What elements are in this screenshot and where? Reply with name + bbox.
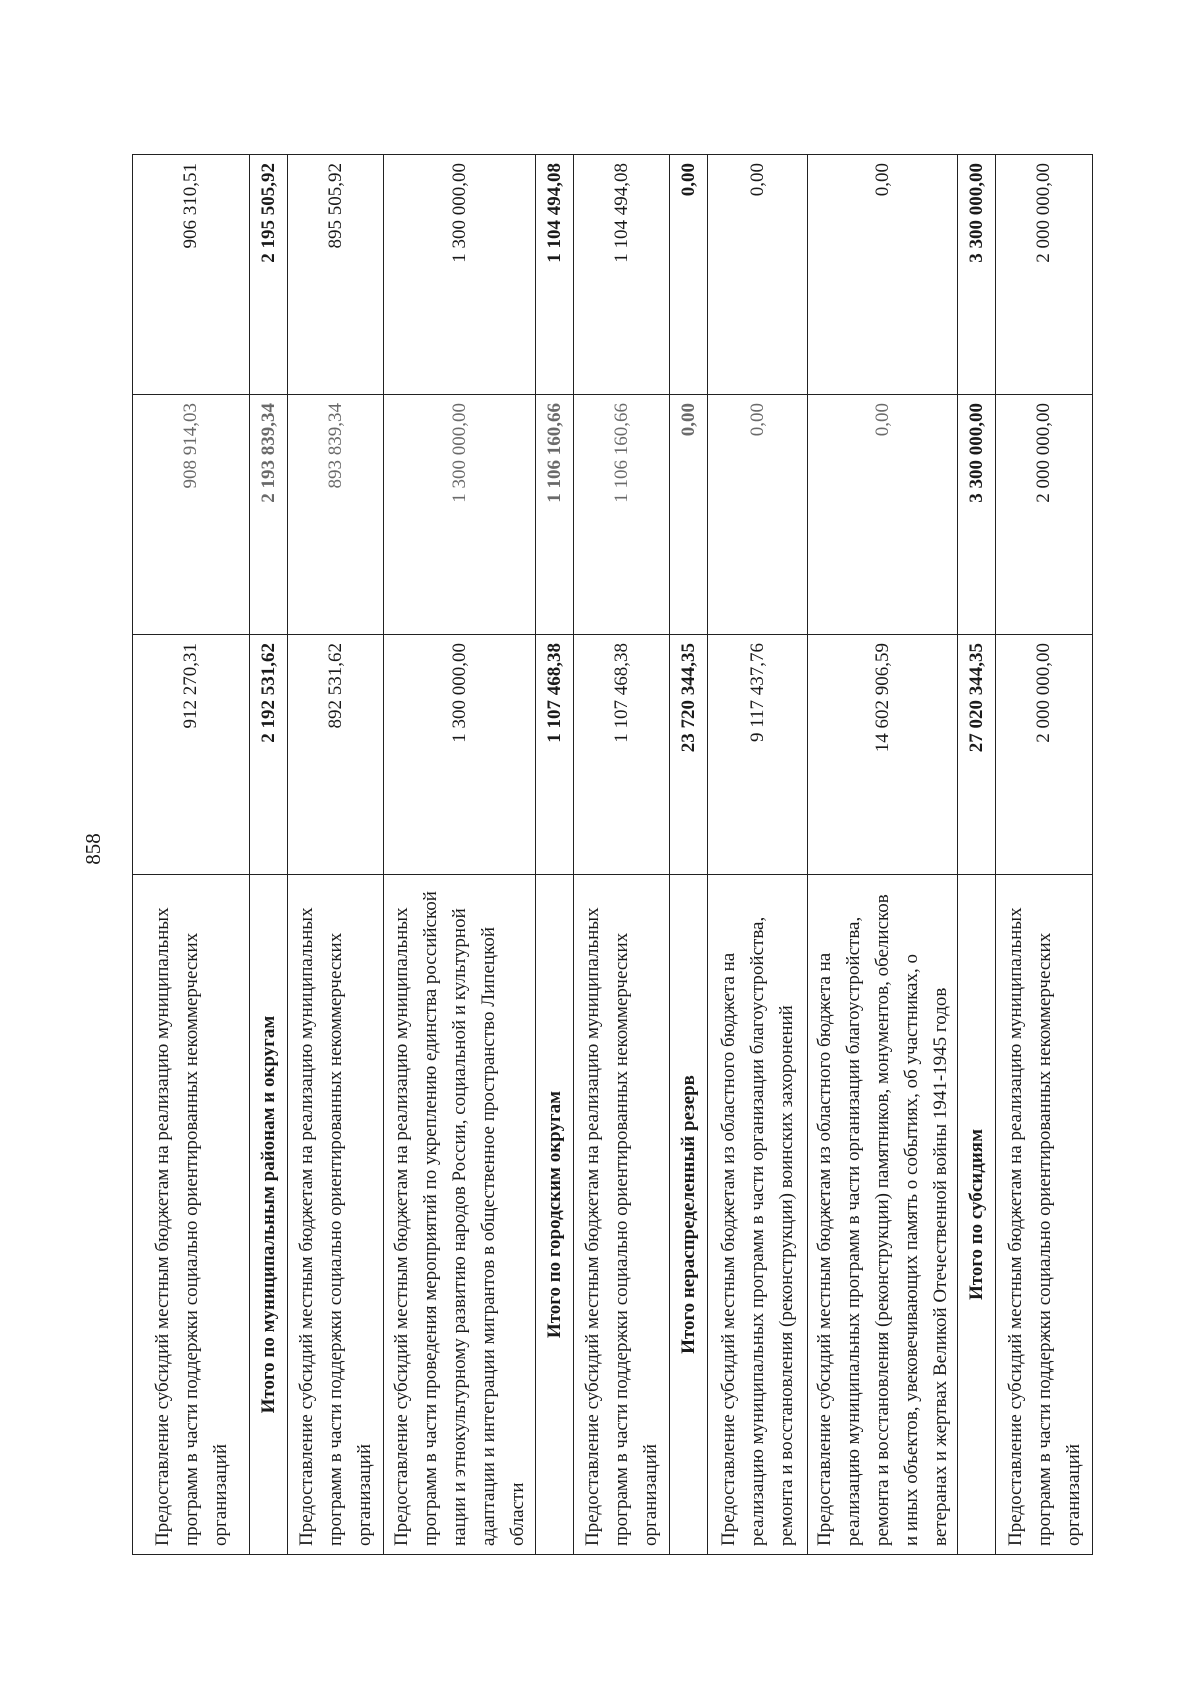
value-year-1: 912 270,31 bbox=[133, 635, 250, 875]
value-year-1: 2 000 000,00 bbox=[996, 635, 1093, 875]
table-row bbox=[574, 155, 670, 1555]
row-description: Предоставление субсидий местным бюджетам из областного бюджета на реализацию муниципальных программ в части организации благоустройства, ремонта и восстановления (реконструкции) воинских захоронений bbox=[708, 875, 808, 1555]
value-year-2: 893 839,34 bbox=[288, 395, 384, 635]
value-year-3: 2 000 000,00 bbox=[996, 155, 1093, 395]
table-row bbox=[384, 155, 536, 1555]
value-year-2: 2 000 000,00 bbox=[996, 395, 1093, 635]
total-year-3: 3 300 000,00 bbox=[958, 155, 996, 395]
value-year-3: 0,00 bbox=[708, 155, 808, 395]
total-year-2: 0,00 bbox=[670, 395, 708, 635]
total-year-2: 1 106 160,66 bbox=[536, 395, 574, 635]
value-year-2: 0,00 bbox=[708, 395, 808, 635]
table-row bbox=[133, 155, 250, 1555]
value-year-3: 1 104 494,08 bbox=[574, 155, 670, 395]
subsidies-table bbox=[132, 154, 1093, 1555]
total-year-1: 1 107 468,38 bbox=[536, 635, 574, 875]
row-description: Предоставление субсидий местным бюджетам на реализацию муниципальных программ в части поддержки социально ориентированных некоммерческих организаций bbox=[574, 875, 670, 1555]
total-row bbox=[250, 155, 288, 1555]
table-row bbox=[808, 155, 958, 1555]
value-year-1: 9 117 437,76 bbox=[708, 635, 808, 875]
value-year-1: 1 107 468,38 bbox=[574, 635, 670, 875]
value-year-2: 908 914,03 bbox=[133, 395, 250, 635]
total-row bbox=[958, 155, 996, 1555]
row-description: Предоставление субсидий местным бюджетам на реализацию муниципальных программ в части поддержки социально ориентированных некоммерческих организаций bbox=[288, 875, 384, 1555]
total-row bbox=[536, 155, 574, 1555]
page-number: 858 bbox=[81, 833, 105, 865]
total-row bbox=[670, 155, 708, 1555]
total-label: Итого по муниципальным районам и округам bbox=[250, 875, 288, 1555]
value-year-2: 0,00 bbox=[808, 395, 958, 635]
value-year-1: 1 300 000,00 bbox=[384, 635, 536, 875]
value-year-3: 1 300 000,00 bbox=[384, 155, 536, 395]
value-year-1: 14 602 906,59 bbox=[808, 635, 958, 875]
table-row bbox=[288, 155, 384, 1555]
total-year-1: 23 720 344,35 bbox=[670, 635, 708, 875]
row-description: Предоставление субсидий местным бюджетам из областного бюджета на реализацию муниципальных программ в части организации благоустройства, ремонта и восстановления (реконструкции) памятников, монументов, обелисков и иных объектов, увековечивающих память о событиях, об участниках, о ветеранах и жертвах Великой Отечественной войны 1941-1945 годов bbox=[808, 875, 958, 1555]
total-year-1: 2 192 531,62 bbox=[250, 635, 288, 875]
total-label: Итого нераспределенный резерв bbox=[670, 875, 708, 1555]
value-year-2: 1 300 000,00 bbox=[384, 395, 536, 635]
subsidies-table-frame bbox=[132, 155, 1084, 1555]
value-year-3: 895 505,92 bbox=[288, 155, 384, 395]
total-year-3: 2 195 505,92 bbox=[250, 155, 288, 395]
total-year-1: 27 020 344,35 bbox=[958, 635, 996, 875]
row-description: Предоставление субсидий местным бюджетам на реализацию муниципальных программ в части поддержки социально ориентированных некоммерческих организаций bbox=[996, 875, 1093, 1555]
value-year-2: 1 106 160,66 bbox=[574, 395, 670, 635]
total-label: Итого по городским округам bbox=[536, 875, 574, 1555]
row-description: Предоставление субсидий местным бюджетам на реализацию муниципальных программ в части поддержки социально ориентированных некоммерческих организаций bbox=[133, 875, 250, 1555]
row-description: Предоставление субсидий местным бюджетам на реализацию муниципальных программ в части проведения мероприятий по укреплению единства российской нации и этнокультурному развитию народов России, социальной и культурной адаптации и интеграции мигрантов в общественное пространство Липецкой области bbox=[384, 875, 536, 1555]
value-year-3: 0,00 bbox=[808, 155, 958, 395]
total-year-2: 3 300 000,00 bbox=[958, 395, 996, 635]
value-year-3: 906 310,51 bbox=[133, 155, 250, 395]
value-year-1: 892 531,62 bbox=[288, 635, 384, 875]
total-year-3: 0,00 bbox=[670, 155, 708, 395]
table-row bbox=[996, 155, 1093, 1555]
total-label: Итого по субсидиям bbox=[958, 875, 996, 1555]
total-year-2: 2 193 839,34 bbox=[250, 395, 288, 635]
table-row bbox=[708, 155, 808, 1555]
total-year-3: 1 104 494,08 bbox=[536, 155, 574, 395]
